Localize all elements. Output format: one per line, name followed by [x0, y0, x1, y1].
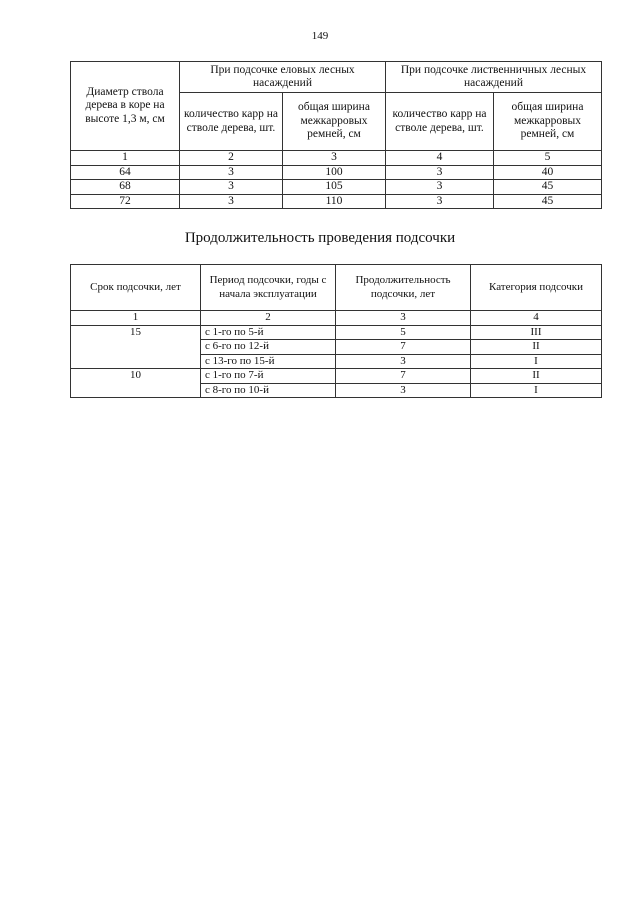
table-cell: I	[471, 354, 602, 369]
table1-sub-header-4: общая ширина межкарровых ремней, см	[494, 93, 602, 151]
table-cell: с 6-го по 12-й	[201, 340, 336, 355]
table1-col1-header: Диаметр ствола дерева в коре на высоте 1,3 м, см	[71, 62, 180, 151]
table-cell: с 1-го по 7-й	[201, 369, 336, 384]
table-cell: 45	[494, 180, 602, 195]
table-cell: 40	[494, 165, 602, 180]
table-cell: 3	[336, 354, 471, 369]
table2-numbering-row	[71, 311, 602, 326]
table-cell: 3	[180, 194, 283, 209]
table2-header-period: Период подсочки, годы с начала эксплуатации	[201, 265, 336, 311]
table-cell: с 13-го по 15-й	[201, 354, 336, 369]
table2-header-category: Категория подсочки	[471, 265, 602, 311]
table1-sub-header-3: количество карр на стволе дерева, шт.	[386, 93, 494, 151]
page-number: 149	[311, 30, 329, 42]
table-cell: 110	[283, 194, 386, 209]
table-row	[71, 354, 602, 369]
section-title: Продолжительность проведения подсочки	[184, 230, 456, 246]
table-row	[71, 325, 602, 340]
table-cell: с 1-го по 5-й	[201, 325, 336, 340]
table-cell: 5	[336, 325, 471, 340]
table1-header-row-1	[71, 62, 602, 93]
table-cell: 7	[336, 369, 471, 384]
table-cell: 72	[71, 194, 180, 209]
table-cell-term-empty	[71, 340, 201, 355]
table-cell: 3	[180, 165, 283, 180]
table-row	[71, 340, 602, 355]
table2-header-duration: Продолжительность подсочки, лет	[336, 265, 471, 311]
table-cell: 105	[283, 180, 386, 195]
table-cell: 3	[180, 180, 283, 195]
table-row	[71, 383, 602, 398]
table-cell: 2	[180, 151, 283, 166]
table-cell: 45	[494, 194, 602, 209]
table-cell: 64	[71, 165, 180, 180]
table-cell: 4	[386, 151, 494, 166]
table-cell: 100	[283, 165, 386, 180]
table-cell: 1	[71, 151, 180, 166]
table-cell-term-empty	[71, 383, 201, 398]
table-cell: 1	[71, 311, 201, 326]
table1-sub-header-2: общая ширина межкарровых ремней, см	[283, 93, 386, 151]
table-cell: 3	[386, 194, 494, 209]
table-cell: 3	[283, 151, 386, 166]
table1-sub-header-1: количество карр на стволе дерева, шт.	[180, 93, 283, 151]
table2-header-term: Срок подсочки, лет	[71, 265, 201, 311]
table-cell: 4	[471, 311, 602, 326]
table1-group2-header: При подсочке лиственничных лесных насаждений	[386, 62, 602, 93]
table-cell: 3	[386, 165, 494, 180]
tapping-duration-table	[70, 264, 602, 398]
carr-count-table	[70, 61, 602, 209]
table-cell: III	[471, 325, 602, 340]
table-cell: 5	[494, 151, 602, 166]
table1-group1-header: При подсочке еловых лесных насаждений	[180, 62, 386, 93]
table-cell-term: 15	[71, 325, 201, 340]
table-cell-term: 10	[71, 369, 201, 384]
table-cell: II	[471, 369, 602, 384]
table-cell: 3	[336, 383, 471, 398]
table-cell: 2	[201, 311, 336, 326]
table2-header-row	[71, 265, 602, 311]
table-row	[71, 369, 602, 384]
table-cell: 68	[71, 180, 180, 195]
table-cell: 3	[336, 311, 471, 326]
table-row	[71, 194, 602, 209]
table-row	[71, 180, 602, 195]
table-cell: I	[471, 383, 602, 398]
table-cell: с 8-го по 10-й	[201, 383, 336, 398]
table-row	[71, 165, 602, 180]
table-cell-term-empty	[71, 354, 201, 369]
table-cell: II	[471, 340, 602, 355]
table-cell: 3	[386, 180, 494, 195]
table-row	[71, 151, 602, 166]
table-cell: 7	[336, 340, 471, 355]
